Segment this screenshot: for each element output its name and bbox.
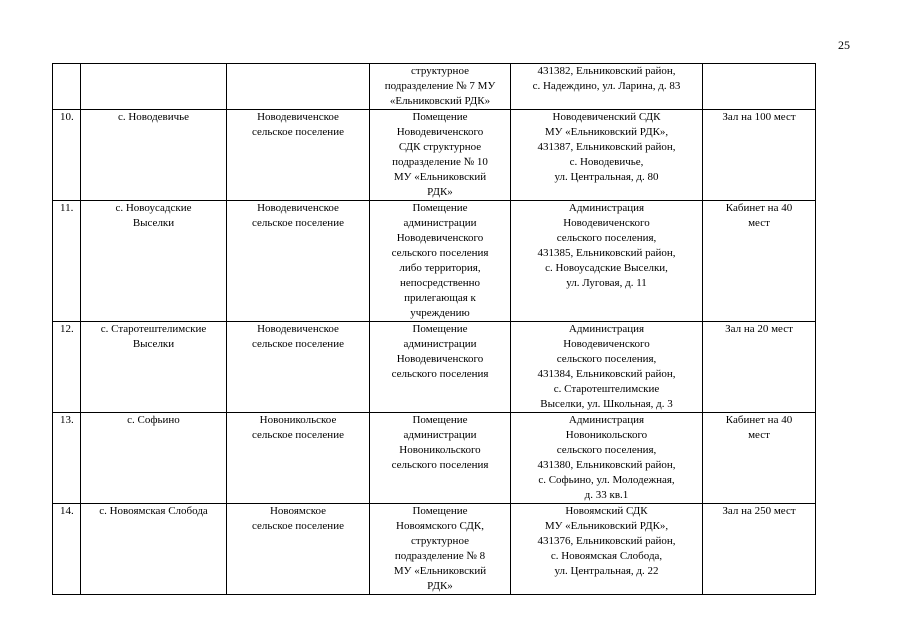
table-row xyxy=(53,322,816,413)
settlement-cell: Новодевиченское сельское поселение xyxy=(227,110,370,201)
row-number-cell: 13. xyxy=(53,413,81,504)
table-row xyxy=(53,64,816,110)
settlement-cell xyxy=(227,64,370,110)
locality-cell: с. Софьино xyxy=(81,413,227,504)
capacity-cell: Зал на 20 мест xyxy=(703,322,816,413)
capacity-cell: Кабинет на 40 мест xyxy=(703,413,816,504)
settlement-cell: Новоямское сельское поселение xyxy=(227,504,370,595)
table-row xyxy=(53,413,816,504)
address-cell: Администрация Новодевиченского сельского поселения, 431385, Ельниковский район, с. Новоусадские Выселки, ул. Луговая, д. 11 xyxy=(511,201,703,322)
address-cell: Администрация Новоникольского сельского поселения, 431380, Ельниковский район, с. Софьино, ул. Молодежная, д. 33 кв.1 xyxy=(511,413,703,504)
capacity-cell: Зал на 100 мест xyxy=(703,110,816,201)
premises-cell: структурное подразделение № 7 МУ «Ельниковский РДК» xyxy=(370,64,511,110)
capacity-cell: Кабинет на 40 мест xyxy=(703,201,816,322)
locality-cell xyxy=(81,64,227,110)
locality-cell: с. Новоусадские Выселки xyxy=(81,201,227,322)
locality-cell: с. Старотештелимские Выселки xyxy=(81,322,227,413)
address-cell: Новоямский СДК МУ «Ельниковский РДК», 431376, Ельниковский район, с. Новоямская Слобода, ул. Центральная, д. 22 xyxy=(511,504,703,595)
row-number-cell: 12. xyxy=(53,322,81,413)
table-row xyxy=(53,504,816,595)
row-number-cell: 14. xyxy=(53,504,81,595)
locality-cell: с. Новоямская Слобода xyxy=(81,504,227,595)
address-cell: 431382, Ельниковский район, с. Надеждино, ул. Ларина, д. 83 xyxy=(511,64,703,110)
premises-cell: Помещение администрации Новодевиченского сельского поселения либо территория, непосредственно прилегающая к учреждению xyxy=(370,201,511,322)
table-row xyxy=(53,201,816,322)
capacity-cell xyxy=(703,64,816,110)
premises-cell: Помещение Новоямского СДК, структурное подразделение № 8 МУ «Ельниковский РДК» xyxy=(370,504,511,595)
premises-cell: Помещение администрации Новоникольского сельского поселения xyxy=(370,413,511,504)
row-number-cell xyxy=(53,64,81,110)
capacity-cell: Зал на 250 мест xyxy=(703,504,816,595)
table-row xyxy=(53,110,816,201)
settlement-cell: Новодевиченское сельское поселение xyxy=(227,322,370,413)
page-number: 25 xyxy=(838,38,850,52)
row-number-cell: 11. xyxy=(53,201,81,322)
settlement-cell: Новодевиченское сельское поселение xyxy=(227,201,370,322)
row-number-cell: 10. xyxy=(53,110,81,201)
address-cell: Новодевиченский СДК МУ «Ельниковский РДК», 431387, Ельниковский район, с. Новодевичье, ул. Центральная, д. 80 xyxy=(511,110,703,201)
settlement-cell: Новоникольское сельское поселение xyxy=(227,413,370,504)
premises-cell: Помещение Новодевиченского СДК структурное подразделение № 10 МУ «Ельниковский РДК» xyxy=(370,110,511,201)
locality-cell: с. Новодевичье xyxy=(81,110,227,201)
premises-cell: Помещение администрации Новодевиченского сельского поселения xyxy=(370,322,511,413)
address-cell: Администрация Новодевиченского сельского поселения, 431384, Ельниковский район, с. Старотештелимские Выселки, ул. Школьная, д. 3 xyxy=(511,322,703,413)
polling-stations-table xyxy=(52,63,816,595)
